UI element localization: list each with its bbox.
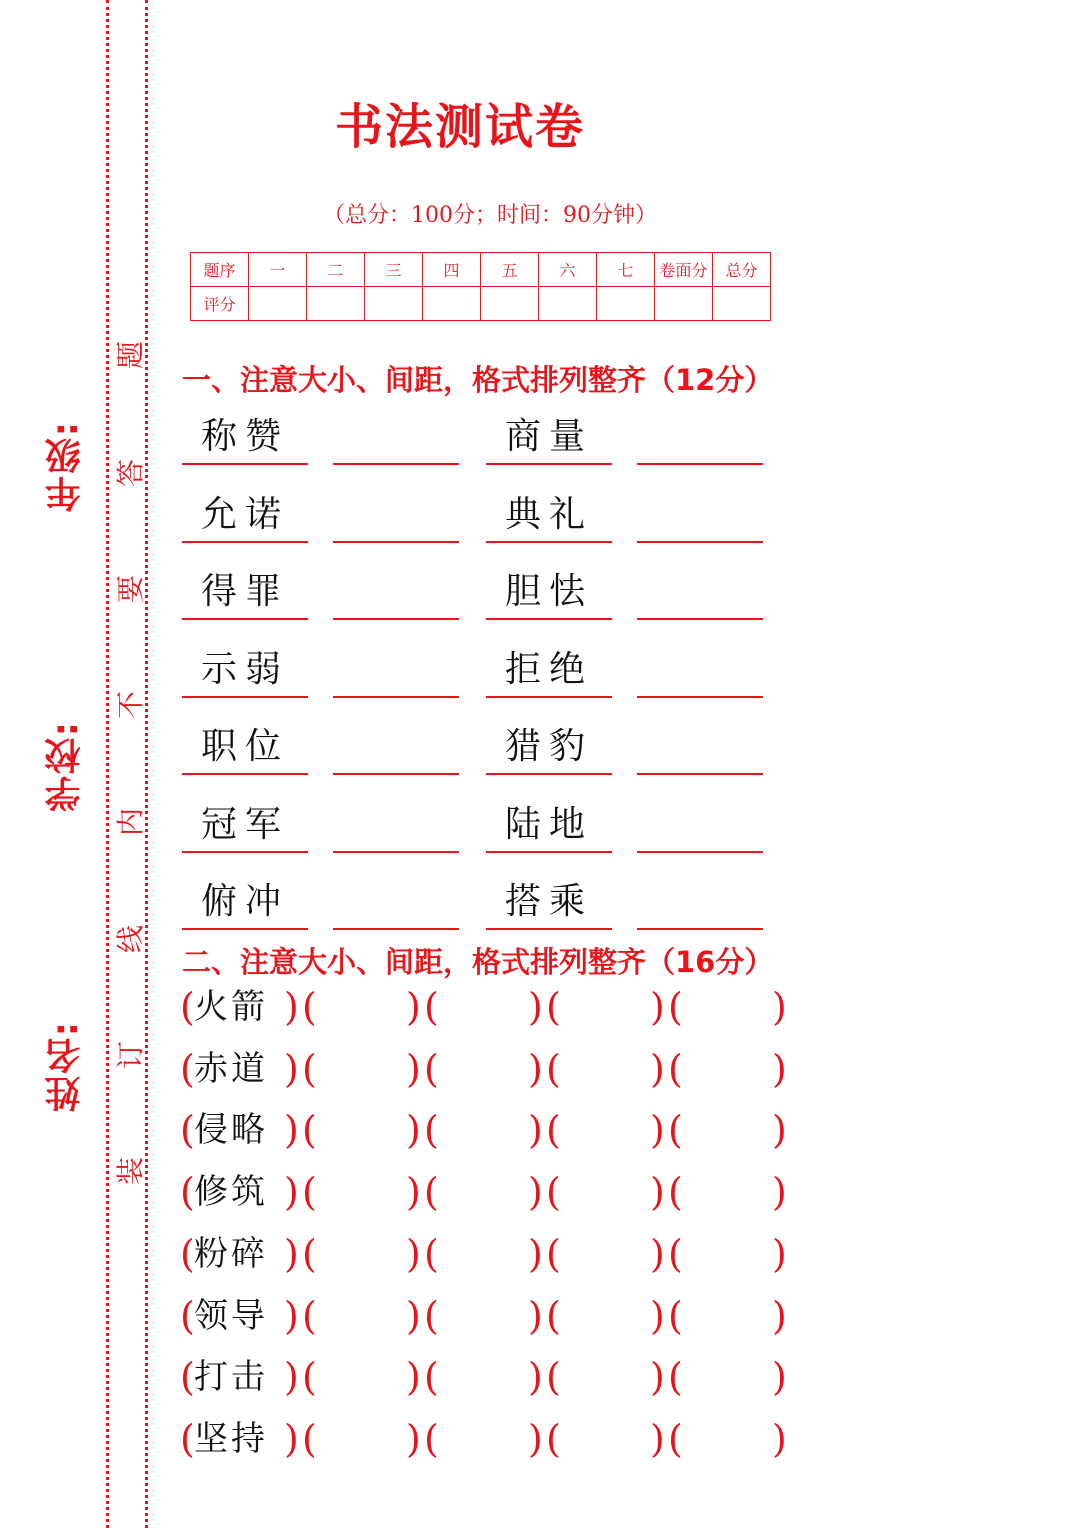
- score-table-cell: 卷面分: [655, 253, 713, 287]
- practice-cell[interactable]: [637, 793, 763, 853]
- practice-slot[interactable]: [438, 1416, 526, 1462]
- score-table-cell: 评分: [191, 287, 249, 321]
- practice-slot[interactable]: [316, 984, 404, 1030]
- writing-line: [182, 696, 308, 698]
- writing-line: [637, 541, 763, 543]
- open-paren: (: [424, 1293, 439, 1338]
- word-text: 陆地: [504, 803, 593, 845]
- open-paren: (: [668, 1231, 683, 1276]
- practice-slot[interactable]: [316, 1169, 404, 1215]
- open-paren: (: [424, 1416, 439, 1461]
- open-paren: (: [302, 1170, 317, 1215]
- word-cell: [182, 870, 308, 930]
- practice-slot[interactable]: [560, 1231, 648, 1277]
- open-paren: (: [180, 1293, 195, 1338]
- close-paren: ): [406, 1293, 421, 1338]
- practice-slot[interactable]: [438, 984, 526, 1030]
- close-paren: ): [650, 1231, 665, 1276]
- practice-slot[interactable]: [682, 1107, 770, 1153]
- open-paren: (: [546, 1355, 561, 1400]
- close-paren: ): [772, 1355, 787, 1400]
- score-table-cell: 六: [539, 253, 597, 287]
- practice-cell[interactable]: [333, 483, 459, 543]
- score-table-cell: 一: [249, 253, 307, 287]
- open-paren: (: [302, 985, 317, 1029]
- practice-cell[interactable]: [637, 870, 763, 930]
- open-paren: (: [302, 1416, 317, 1461]
- close-paren: ): [284, 1416, 299, 1461]
- open-paren: (: [180, 1231, 195, 1276]
- practice-cell[interactable]: [637, 483, 763, 543]
- practice-cell[interactable]: [637, 715, 763, 775]
- practice-slot[interactable]: [316, 1416, 404, 1462]
- close-paren: ): [284, 985, 299, 1029]
- word-cell: [486, 560, 612, 620]
- school-label: 学校:: [45, 720, 86, 813]
- practice-slot[interactable]: [438, 1293, 526, 1339]
- writing-line: [486, 851, 612, 853]
- open-paren: (: [668, 1416, 683, 1461]
- word-text: 冠军: [200, 803, 289, 845]
- open-paren: (: [546, 1046, 561, 1091]
- score-entry-cell[interactable]: [713, 287, 771, 321]
- practice-slot[interactable]: [560, 1293, 648, 1339]
- word-text: 示弱: [200, 648, 289, 690]
- close-paren: ): [406, 1108, 421, 1153]
- word-text: 猎豹: [504, 726, 593, 767]
- writing-line: [486, 773, 612, 775]
- open-paren: (: [668, 1293, 683, 1338]
- close-paren: ): [772, 1108, 787, 1153]
- close-paren: ): [284, 1293, 299, 1338]
- practice-slot[interactable]: [682, 1416, 770, 1462]
- open-paren: (: [180, 1170, 195, 1215]
- word-cell: [182, 793, 308, 853]
- word-text: 职位: [200, 726, 289, 767]
- word-cell: [486, 638, 612, 698]
- close-paren: ): [284, 1170, 299, 1215]
- open-paren: (: [180, 1046, 195, 1091]
- close-paren: ): [528, 985, 543, 1029]
- writing-line: [486, 696, 612, 698]
- word-text: 典礼: [504, 493, 593, 535]
- score-table-cell: 五: [481, 253, 539, 287]
- writing-line: [333, 541, 459, 543]
- seal-char: 线: [114, 925, 147, 954]
- open-paren: (: [424, 1108, 439, 1153]
- close-paren: ): [406, 1416, 421, 1461]
- writing-line: [637, 773, 763, 775]
- close-paren: ): [650, 1355, 665, 1400]
- score-time-subtitle: （总分：100分；时间：90分钟）: [323, 203, 657, 228]
- score-table-header-row: [191, 253, 771, 287]
- seal-char: 答: [114, 459, 147, 488]
- close-paren: ): [528, 1355, 543, 1400]
- score-entry-cell[interactable]: [597, 287, 655, 321]
- writing-line: [637, 463, 763, 465]
- open-paren: (: [546, 985, 561, 1029]
- open-paren: (: [180, 1355, 195, 1400]
- word-text: 修筑: [194, 1172, 268, 1213]
- practice-slot[interactable]: [438, 1231, 526, 1277]
- open-paren: (: [302, 1046, 317, 1091]
- writing-line: [182, 618, 308, 620]
- close-paren: ): [650, 1416, 665, 1461]
- score-table-cell: 四: [423, 253, 481, 287]
- writing-line: [333, 618, 459, 620]
- word-text: 拒绝: [504, 648, 593, 690]
- practice-slot[interactable]: [438, 1107, 526, 1153]
- word-text: 俯冲: [200, 881, 289, 922]
- practice-cell[interactable]: [333, 405, 459, 465]
- word-text: 称赞: [200, 416, 289, 457]
- writing-line: [182, 541, 308, 543]
- close-paren: ): [406, 985, 421, 1029]
- close-paren: ): [528, 1046, 543, 1091]
- practice-cell[interactable]: [637, 405, 763, 465]
- close-paren: ): [406, 1170, 421, 1215]
- word-text: 搭乘: [504, 881, 593, 922]
- open-paren: (: [424, 1355, 439, 1400]
- writing-line: [486, 618, 612, 620]
- practice-slot[interactable]: [438, 1046, 526, 1092]
- practice-cell[interactable]: [333, 715, 459, 775]
- writing-line: [182, 773, 308, 775]
- word-cell: [486, 483, 612, 543]
- close-paren: ): [284, 1108, 299, 1153]
- writing-line: [637, 696, 763, 698]
- score-table-cell: 二: [307, 253, 365, 287]
- seal-char: 内: [114, 808, 147, 837]
- seal-char: 订: [114, 1041, 147, 1070]
- margin-dotted-line-inner: [145, 0, 148, 1528]
- close-paren: ): [772, 985, 787, 1029]
- margin-dotted-line-outer: [106, 0, 109, 1528]
- score-table: [190, 252, 771, 321]
- writing-line: [333, 928, 459, 930]
- word-text: 得罪: [200, 571, 289, 612]
- score-table-cell: 总分: [713, 253, 771, 287]
- word-text: 打击: [194, 1357, 268, 1398]
- practice-slot[interactable]: [560, 984, 648, 1030]
- writing-line: [637, 928, 763, 930]
- close-paren: ): [650, 985, 665, 1029]
- writing-line: [182, 851, 308, 853]
- word-text: 领导: [194, 1295, 268, 1336]
- page-title: 书法测试卷: [334, 99, 585, 155]
- seal-char: 要: [114, 575, 147, 604]
- word-cell: [182, 715, 308, 775]
- open-paren: (: [302, 1355, 317, 1400]
- close-paren: ): [406, 1231, 421, 1276]
- section-2-heading: 二、注意大小、间距，格式排列整齐（16分）: [182, 945, 774, 979]
- open-paren: (: [546, 1416, 561, 1461]
- close-paren: ): [284, 1355, 299, 1400]
- practice-slot[interactable]: [682, 1046, 770, 1092]
- seal-char: 装: [114, 1157, 147, 1186]
- practice-slot[interactable]: [682, 1231, 770, 1277]
- practice-slot[interactable]: [560, 1169, 648, 1215]
- close-paren: ): [772, 1170, 787, 1215]
- close-paren: ): [650, 1108, 665, 1153]
- word-cell: [486, 870, 612, 930]
- close-paren: ): [528, 1231, 543, 1276]
- close-paren: ): [284, 1231, 299, 1276]
- practice-slot[interactable]: [560, 1416, 648, 1462]
- practice-slot[interactable]: [682, 1169, 770, 1215]
- practice-slot[interactable]: [316, 1107, 404, 1153]
- name-label: 姓名:: [45, 1020, 86, 1113]
- practice-slot[interactable]: [560, 1046, 648, 1092]
- writing-line: [486, 928, 612, 930]
- practice-slot[interactable]: [560, 1354, 648, 1400]
- open-paren: (: [302, 1293, 317, 1338]
- seal-char: 不: [114, 691, 147, 720]
- practice-slot[interactable]: [316, 1231, 404, 1277]
- score-table-cell: 题序: [191, 253, 249, 287]
- writing-line: [637, 618, 763, 620]
- close-paren: ): [772, 1293, 787, 1338]
- word-cell: [182, 638, 308, 698]
- score-entry-cell[interactable]: [307, 287, 365, 321]
- close-paren: ): [772, 1231, 787, 1276]
- open-paren: (: [546, 1170, 561, 1215]
- word-cell: [486, 405, 612, 465]
- open-paren: (: [180, 985, 195, 1029]
- practice-slot[interactable]: [682, 1354, 770, 1400]
- open-paren: (: [424, 985, 439, 1029]
- practice-slot[interactable]: [682, 984, 770, 1030]
- practice-slot[interactable]: [316, 1354, 404, 1400]
- writing-line: [486, 463, 612, 465]
- open-paren: (: [546, 1108, 561, 1153]
- close-paren: ): [772, 1416, 787, 1461]
- seal-char: 题: [114, 341, 147, 370]
- writing-line: [333, 463, 459, 465]
- close-paren: ): [650, 1170, 665, 1215]
- open-paren: (: [424, 1231, 439, 1276]
- practice-slot[interactable]: [316, 1046, 404, 1092]
- close-paren: ): [650, 1293, 665, 1338]
- writing-line: [333, 773, 459, 775]
- writing-line: [637, 851, 763, 853]
- open-paren: (: [546, 1293, 561, 1338]
- score-table-cell: 七: [597, 253, 655, 287]
- word-text: 坚持: [194, 1418, 268, 1459]
- open-paren: (: [180, 1416, 195, 1461]
- close-paren: ): [528, 1108, 543, 1153]
- practice-cell[interactable]: [333, 870, 459, 930]
- open-paren: (: [180, 1108, 195, 1153]
- close-paren: ): [406, 1355, 421, 1400]
- practice-slot[interactable]: [438, 1354, 526, 1400]
- score-entry-cell[interactable]: [539, 287, 597, 321]
- word-cell: [182, 560, 308, 620]
- practice-cell[interactable]: [637, 560, 763, 620]
- close-paren: ): [284, 1046, 299, 1091]
- writing-line: [486, 541, 612, 543]
- open-paren: (: [546, 1231, 561, 1276]
- practice-cell[interactable]: [333, 638, 459, 698]
- practice-slot[interactable]: [316, 1293, 404, 1339]
- close-paren: ): [406, 1046, 421, 1091]
- score-table-cell: 三: [365, 253, 423, 287]
- close-paren: ): [528, 1416, 543, 1461]
- open-paren: (: [302, 1108, 317, 1153]
- score-entry-cell[interactable]: [655, 287, 713, 321]
- word-text: 允诺: [200, 493, 289, 535]
- open-paren: (: [668, 1108, 683, 1153]
- writing-line: [182, 463, 308, 465]
- open-paren: (: [424, 1170, 439, 1215]
- word-cell: [486, 715, 612, 775]
- word-text: 侵略: [194, 1110, 268, 1151]
- open-paren: (: [668, 1170, 683, 1215]
- practice-cell[interactable]: [333, 560, 459, 620]
- practice-slot[interactable]: [560, 1107, 648, 1153]
- word-text: 粉碎: [194, 1233, 268, 1274]
- score-entry-cell[interactable]: [365, 287, 423, 321]
- close-paren: ): [772, 1046, 787, 1091]
- open-paren: (: [668, 985, 683, 1029]
- writing-line: [333, 851, 459, 853]
- section-1-heading: 一、注意大小、间距，格式排列整齐（12分）: [182, 363, 774, 397]
- practice-slot[interactable]: [682, 1293, 770, 1339]
- word-cell: [182, 405, 308, 465]
- score-entry-cell[interactable]: [481, 287, 539, 321]
- word-cell: [182, 483, 308, 543]
- close-paren: ): [528, 1293, 543, 1338]
- grade-label: 年级:: [45, 420, 86, 513]
- open-paren: (: [668, 1046, 683, 1091]
- word-text: 胆怯: [504, 571, 593, 612]
- practice-cell[interactable]: [333, 793, 459, 853]
- open-paren: (: [424, 1046, 439, 1091]
- close-paren: ): [528, 1170, 543, 1215]
- word-text: 赤道: [194, 1048, 268, 1089]
- practice-cell[interactable]: [637, 638, 763, 698]
- score-entry-cell[interactable]: [249, 287, 307, 321]
- word-text: 火箭: [194, 987, 268, 1027]
- practice-slot[interactable]: [438, 1169, 526, 1215]
- writing-line: [182, 928, 308, 930]
- score-entry-cell[interactable]: [423, 287, 481, 321]
- writing-line: [333, 696, 459, 698]
- open-paren: (: [668, 1355, 683, 1400]
- open-paren: (: [302, 1231, 317, 1276]
- close-paren: ): [650, 1046, 665, 1091]
- word-cell: [486, 793, 612, 853]
- score-table-score-row: [191, 287, 771, 321]
- word-text: 商量: [504, 416, 593, 457]
